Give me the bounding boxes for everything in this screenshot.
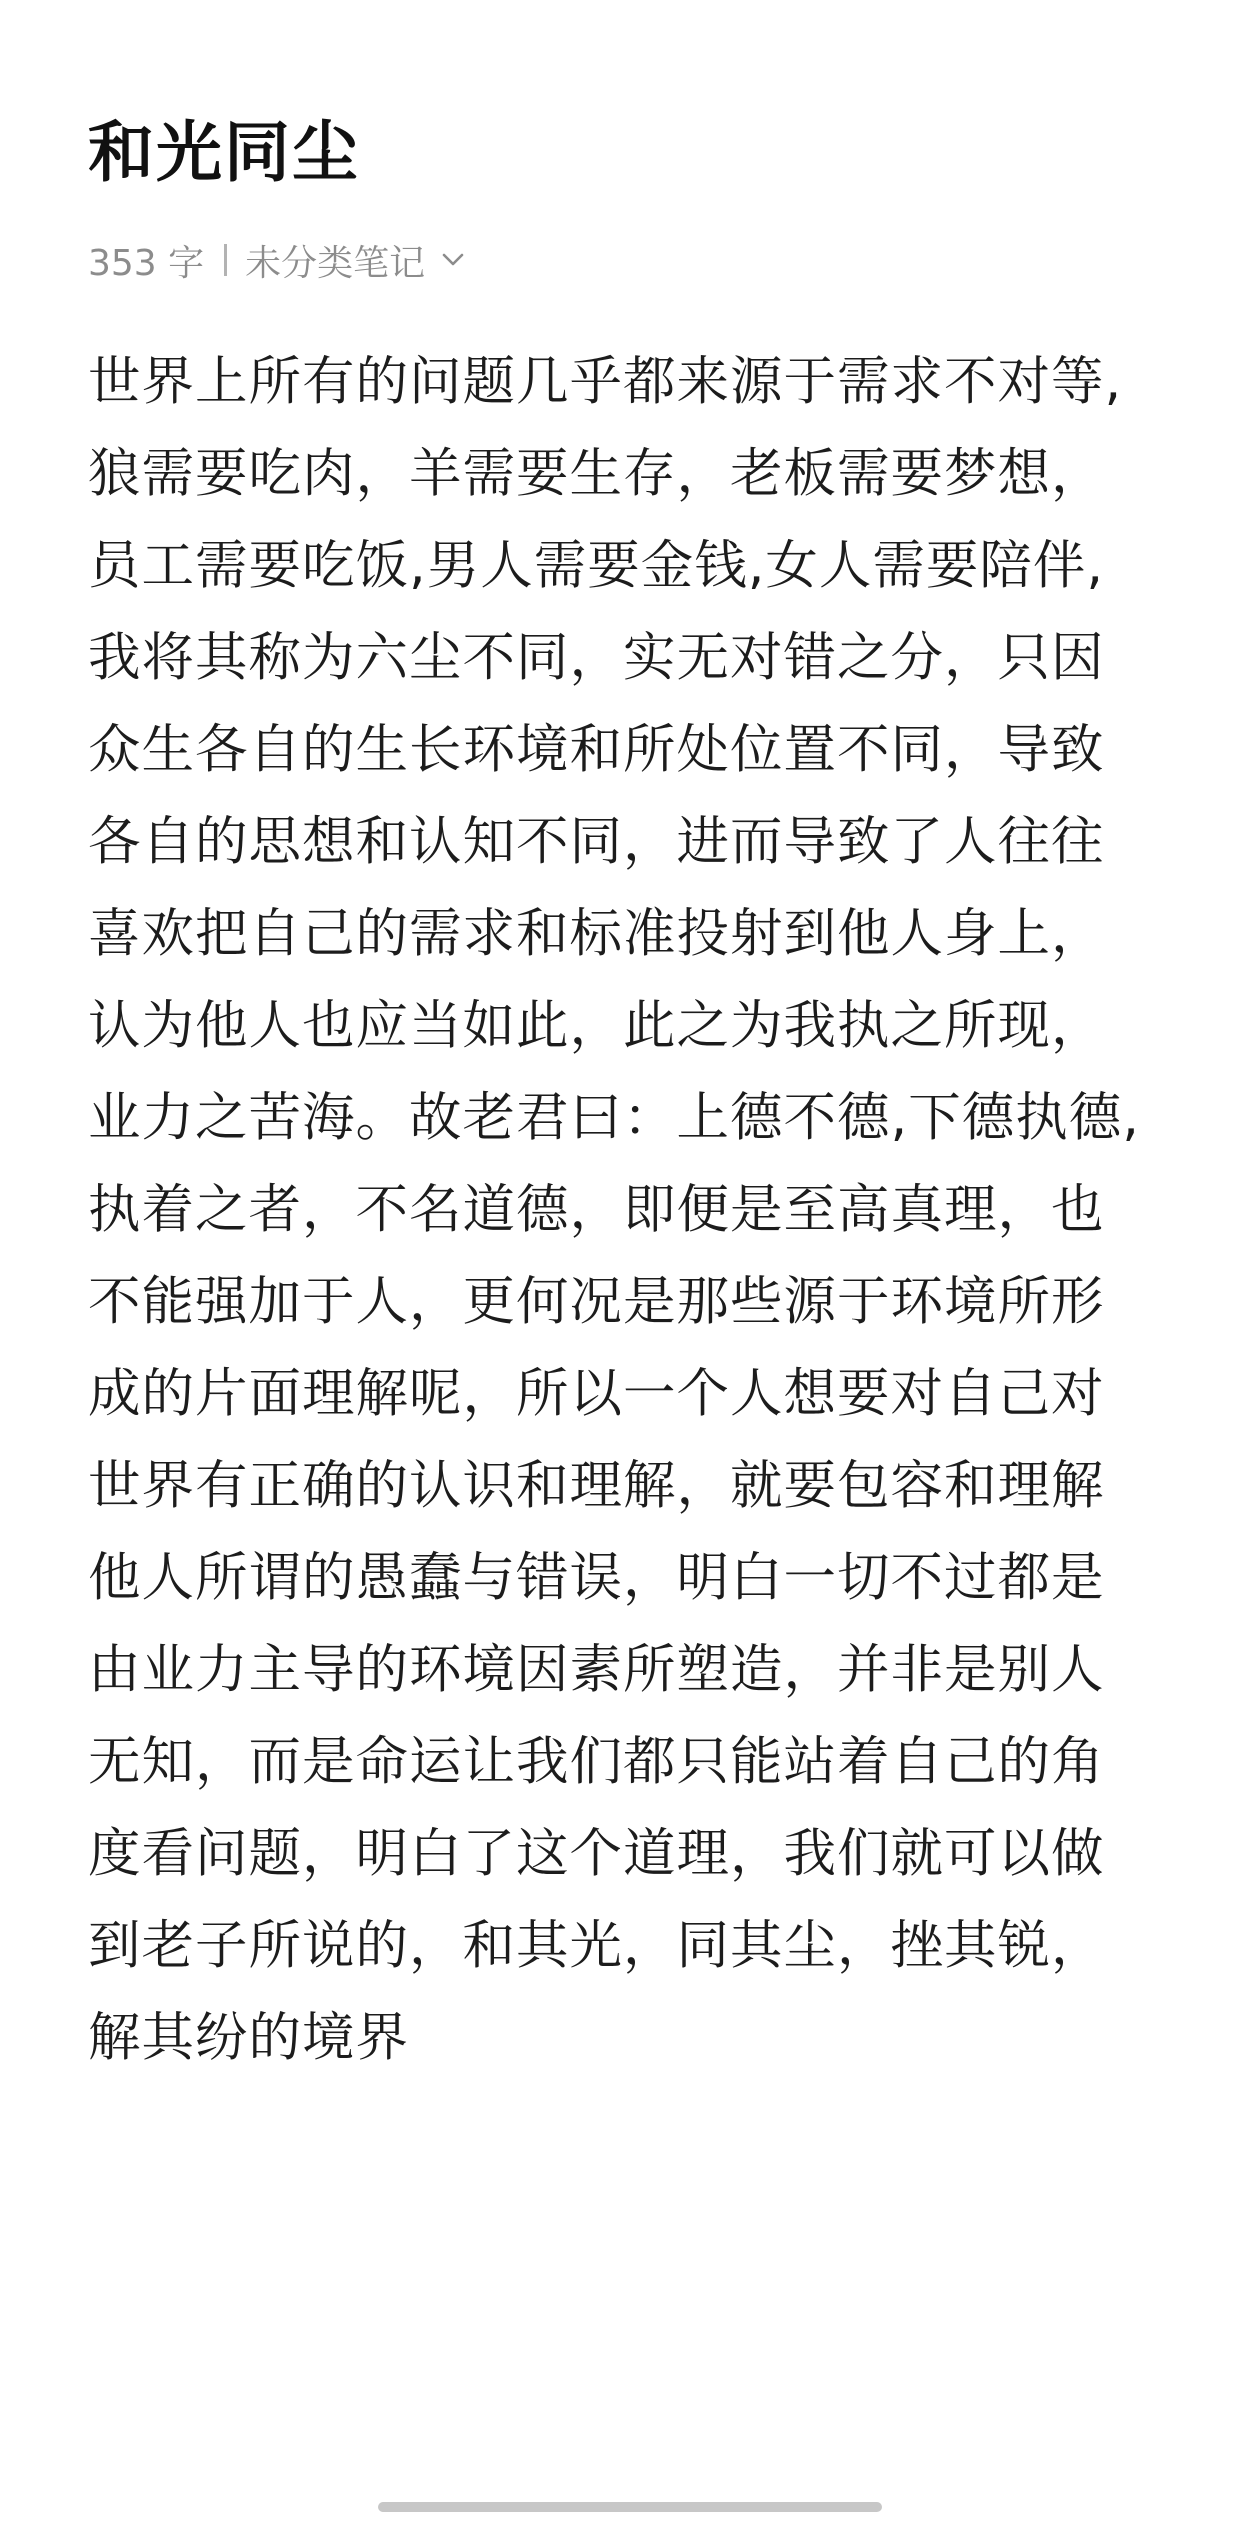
body-line: 由业力主导的环境因素所塑造，并非是别人: [88, 1639, 1105, 1700]
body-line: 他人所谓的愚蠢与错误，明白一切不过都是: [88, 1547, 1105, 1608]
body-line: 世界有正确的认识和理解，就要包容和理解: [88, 1455, 1105, 1516]
body-line: 世界上所有的问题几乎都来源于需求不对等,: [88, 351, 1123, 412]
home-indicator[interactable]: [378, 2502, 882, 2512]
body-line: 解其纷的境界: [88, 2007, 410, 2068]
body-line: 认为他人也应当如此，此之为我执之所现，: [88, 995, 1105, 1056]
body-line: 喜欢把自己的需求和标准投射到他人身上，: [88, 903, 1105, 964]
body-line: 不能强加于人，更何况是那些源于环境所形: [88, 1271, 1105, 1332]
body-line: 度看问题，明白了这个道理，我们就可以做: [88, 1823, 1105, 1884]
body-line: 执着之者，不名道德，即便是至高真理，也: [88, 1179, 1105, 1240]
body-line: 员工需要吃饭,男人需要金钱,女人需要陪伴,: [88, 535, 1105, 596]
word-count: 353 字: [88, 242, 205, 284]
chevron-down-icon: [437, 244, 469, 276]
body-line: 成的片面理解呢，所以一个人想要对自己对: [88, 1363, 1105, 1424]
category-dropdown[interactable]: [245, 235, 469, 286]
note-title[interactable]: 和光同尘: [88, 114, 360, 191]
note-body[interactable]: [88, 336, 1188, 2084]
body-line: 我将其称为六尘不同，实无对错之分，只因: [88, 627, 1105, 688]
body-line: 各自的思想和认知不同，进而导致了人往往: [88, 811, 1105, 872]
body-line: 无知，而是命运让我们都只能站着自己的角: [88, 1731, 1105, 1792]
body-line: 众生各自的生长环境和所处位置不同，导致: [88, 719, 1105, 780]
meta-divider: [224, 244, 227, 276]
body-line: 到老子所说的，和其光，同其尘，挫其锐，: [88, 1915, 1105, 1976]
note-meta: [88, 232, 469, 288]
category-label: 未分类笔记: [245, 242, 426, 284]
body-line: 业力之苦海。故老君曰：上德不德,下德执德,: [88, 1087, 1140, 1148]
body-line: 狼需要吃肉，羊需要生存，老板需要梦想，: [88, 443, 1105, 504]
